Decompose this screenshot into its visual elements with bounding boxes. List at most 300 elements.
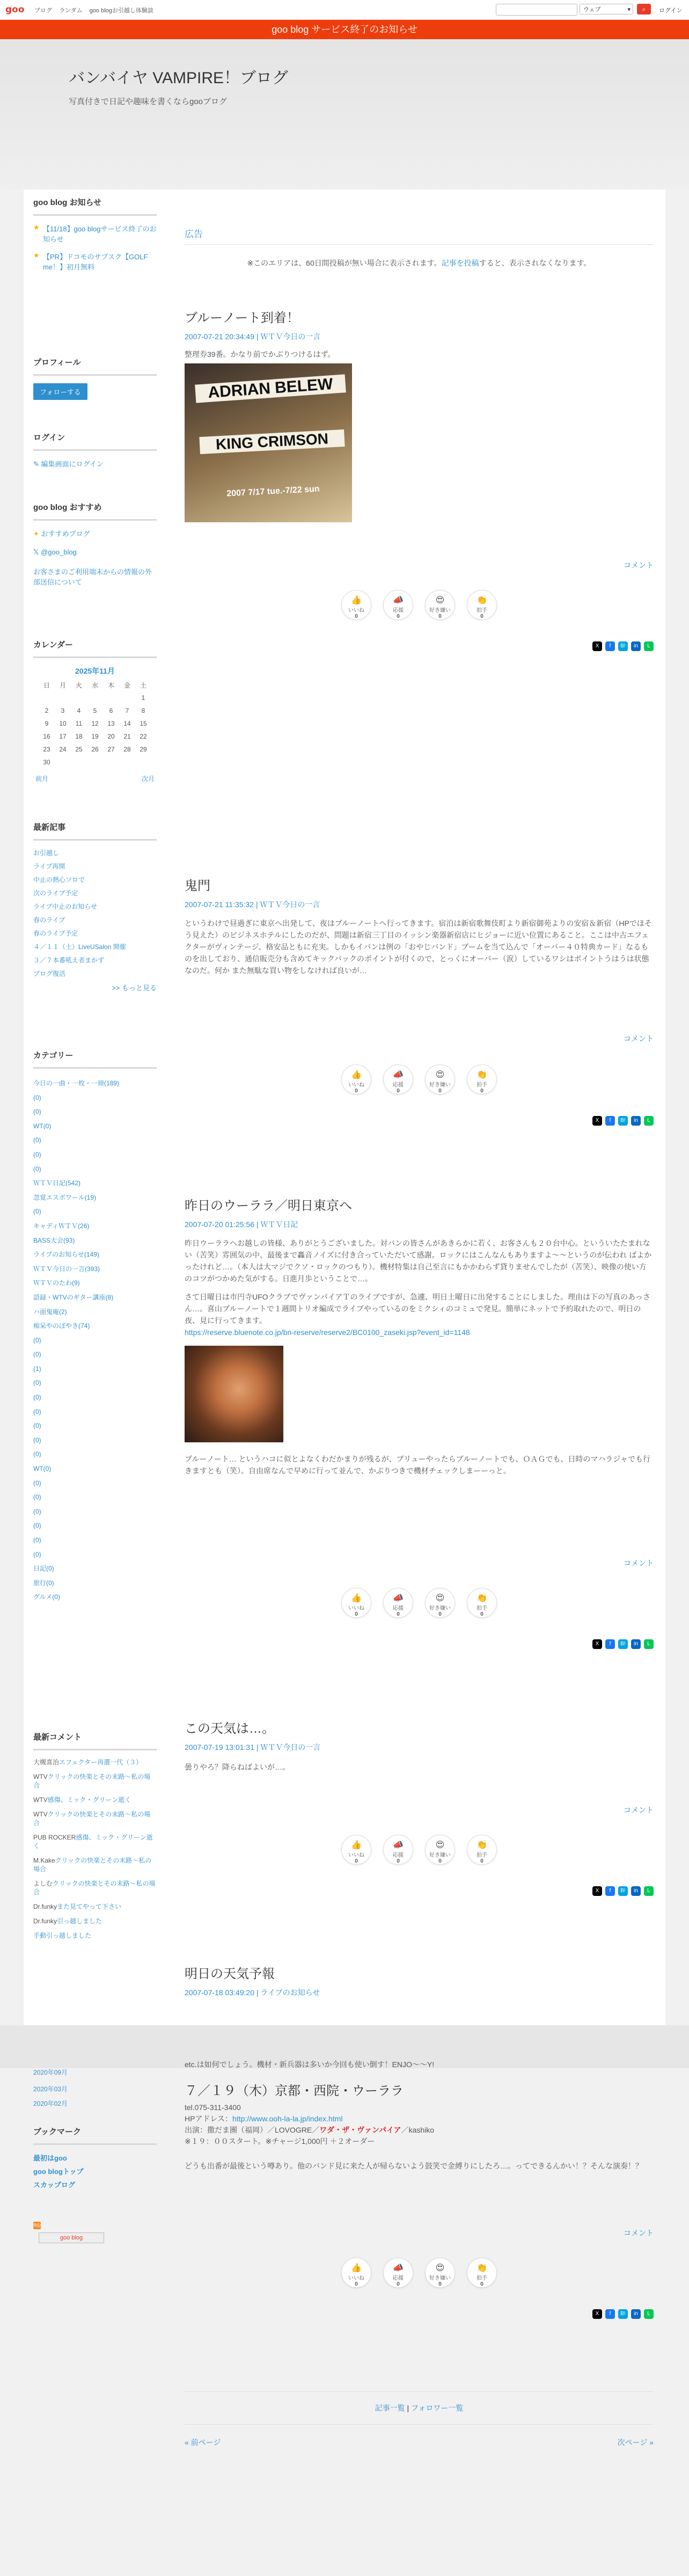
- comment-item: [33, 1772, 157, 1790]
- post-date[interactable]: 2007-07-19 13:01:31 | ＷＴＶ今日の一言: [185, 1743, 321, 1752]
- reaction-label: 拍手: [477, 2275, 487, 2281]
- goo-blog-badge[interactable]: goo blog: [39, 2232, 104, 2243]
- login-link[interactable]: ログイン: [659, 8, 683, 14]
- reaction-button[interactable]: [383, 1835, 413, 1865]
- comment-article-link[interactable]: クリックの快楽とその末路〜私の場合: [33, 1857, 152, 1873]
- comment-item: [33, 1902, 157, 1911]
- calendar-day: 13: [107, 720, 115, 727]
- notice-item[interactable]: ★ 【11/18】goo blogサービス終了のお知らせ: [33, 223, 157, 243]
- calendar-day: 25: [75, 746, 83, 753]
- calendar-weekday: 月: [59, 681, 66, 689]
- comment-item: [33, 1856, 157, 1873]
- calendar-week: [39, 756, 151, 769]
- post-footer: [185, 560, 654, 651]
- goo-logo[interactable]: goo: [5, 4, 25, 15]
- calendar-day: 23: [43, 746, 50, 753]
- share-buttons: [185, 1886, 654, 1896]
- calendar-day: [103, 756, 119, 769]
- reaction-button[interactable]: [341, 1835, 371, 1865]
- comment-item: [33, 1931, 157, 1940]
- service-end-banner[interactable]: goo blog サービス終了のお知らせ: [0, 20, 689, 39]
- comment-author: 大槻喜治: [33, 1758, 60, 1766]
- post-date[interactable]: 2007-07-18 03:49:20 | ライブのお知らせ: [185, 1988, 320, 1997]
- post-article-link[interactable]: 記事を投稿: [441, 259, 479, 267]
- comment-author: WTV: [33, 1811, 48, 1818]
- category-link[interactable]: 痴呆やのぼやき(74): [33, 1322, 90, 1330]
- reaction-icon: 👍: [351, 1841, 362, 1850]
- comment-article-link[interactable]: クリックの快楽とその末路〜私の場合: [33, 1811, 151, 1827]
- category-link[interactable]: 今日の一曲・一枚・一冊(189): [33, 1079, 120, 1087]
- category-heading: カテゴリー: [33, 1049, 157, 1069]
- calendar-day: [119, 756, 135, 769]
- calendar-table: [39, 678, 151, 769]
- comment-article-link[interactable]: 感傷、ミック・グリーン逝く: [47, 1796, 131, 1804]
- comment-link[interactable]: コメント: [624, 561, 654, 570]
- reaction-label: 拍手: [477, 608, 487, 614]
- reaction-button[interactable]: [383, 1588, 413, 1618]
- reaction-button[interactable]: [383, 590, 413, 620]
- facebook-share-icon[interactable]: f: [605, 2309, 615, 2319]
- comment-item: [33, 1758, 157, 1767]
- reaction-label: 好き嫌い: [429, 608, 451, 614]
- external-info-link[interactable]: お客さまのご利用端末からの情報の外部送信について: [33, 568, 152, 586]
- calendar-day: [55, 756, 71, 769]
- category-link[interactable]: (0): [33, 1450, 41, 1458]
- blog-title[interactable]: バンバイヤ VAMPIRE！ブログ: [69, 69, 289, 87]
- reaction-button[interactable]: [467, 1835, 497, 1865]
- reaction-icon: 👏: [477, 2264, 487, 2273]
- linkedin-share-icon[interactable]: in: [631, 1886, 641, 1896]
- reaction-label: 応援: [393, 608, 404, 614]
- reaction-button[interactable]: [467, 590, 497, 620]
- calendar-next[interactable]: 次月: [141, 775, 155, 783]
- reaction-icon: 📣: [393, 596, 404, 605]
- search-input[interactable]: [496, 4, 577, 16]
- comment-article-link[interactable]: 手動引っ越しました: [33, 1932, 92, 1939]
- line-share-icon[interactable]: L: [644, 641, 654, 651]
- recent-article-link[interactable]: お引越し: [33, 849, 60, 857]
- calendar-weekday: 木: [107, 681, 114, 689]
- calendar-heading: カレンダー: [33, 639, 157, 658]
- calendar-day: 12: [91, 720, 99, 727]
- calendar-day: 27: [107, 746, 115, 753]
- category-link[interactable]: (1): [33, 1364, 41, 1373]
- recent-article-link[interactable]: 中止の熱心ソロで: [33, 876, 85, 884]
- live-details: tel.075-311-3400 HPアドレス：http://www.ooh-la-la.jp/index.html 出演：撒だま團（福岡）／LOVOGRE／ワダ・ザ・ヴァンパイア／kashiko ※１９：００スタート。※チャージ1,000円 ＋２オーダー: [185, 2102, 654, 2147]
- facebook-share-icon[interactable]: f: [605, 1886, 615, 1896]
- category-link[interactable]: (0): [33, 1379, 41, 1387]
- post-body: どうも出番が最後という噂あり。他のバンド見に来た人が帰らないよう鼓笑で金縛りにしたろ…。ってできるんかい！？そんな演奏！？: [185, 2162, 643, 2170]
- post-title[interactable]: 昨日のウーララ／明日東京へ: [185, 1199, 352, 1213]
- recommend-heading: goo blog おすすめ: [33, 501, 157, 521]
- comment-article-link[interactable]: エフェクター再選一代（３）: [59, 1758, 143, 1766]
- category-link[interactable]: 日記(0): [33, 1565, 54, 1573]
- calendar-day: 22: [140, 733, 147, 740]
- calendar-day: 19: [91, 733, 99, 740]
- pager: [185, 2437, 654, 2448]
- line-share-icon[interactable]: L: [644, 2309, 654, 2319]
- linkedin-share-icon[interactable]: in: [631, 1116, 641, 1126]
- reaction-button[interactable]: [425, 1588, 455, 1618]
- photo-text: 2007 7/17 tue.-7/22 sun: [226, 484, 320, 499]
- recent-article-link[interactable]: ブログ復活: [33, 970, 66, 977]
- live-title: ７／１９（木）京都・西院・ウーララ: [185, 2084, 404, 2098]
- photo-text: KING CRIMSON: [199, 429, 344, 454]
- calendar-day: 11: [75, 720, 83, 727]
- calendar-day: 24: [59, 746, 67, 753]
- reaction-icon: 😍: [435, 596, 445, 605]
- calendar-weekday: 水: [91, 681, 98, 689]
- top-nav: [34, 6, 159, 14]
- post-body: というわけで昼過ぎに東京へ出発して、夜はブルーノートへ行ってきます。宿泊は新宿歌舞伎町より新宿御苑よりの安宿＆新宿（HPでほそう見えた）のビジネスホテルにしたのだが、問題は新宿三丁目のイッシン楽器新宿店にヒジョーに近い位置にあること。ここは中古エフェクターがヴィンテージ、格安品ともに充実。しかもイバンは例の「おやじバンド」ブームを当て込んで「オーバー４０特典カード」なるものを出しており、通信販売分も含めてキックバックのポイントが付くので、とっくにオーバー（涙）しているワシはポイントうはうは状態なのだ。何か また無駄な買い物をしなければ良いが…: [185, 919, 652, 975]
- calendar-prev[interactable]: 前月: [35, 775, 49, 783]
- post-body: 昨日ウーララへお越しの皆様、ありがとうございました。対バンの皆さんがあきらかに若く、お客さんも２０台中心。といういたたまれない（苦笑）雰囲気の中、最後まで轟音ノイズに付き合っていただいて感謝。ロックにはこんなんもありますよ〜〜というのが伝われ ばよかったけれど…。（本人は大マジでクソ・ロックのつもり）。機材特集は自己至言にもかかわらず貸りませんでしたが（苦笑）、映像の使い方のコツがつかめた気がする。日進月歩ということで…。: [185, 1239, 652, 1283]
- hatena-share-icon[interactable]: B!: [618, 1639, 628, 1649]
- reaction-count: 0: [480, 1088, 483, 1094]
- reaction-button[interactable]: [467, 2258, 497, 2288]
- post-title[interactable]: 鬼門: [185, 879, 210, 893]
- recommend-blogs-link[interactable]: ✦ おすすめブログ: [33, 530, 90, 538]
- archive-item[interactable]: 2020年02月: [33, 2100, 68, 2107]
- post: [185, 307, 654, 522]
- category-link[interactable]: (0): [33, 1351, 41, 1359]
- goo-blog-x-link[interactable]: 𝕏 @goo_blog: [33, 548, 77, 556]
- notice-item[interactable]: ★ 【PR】ドコモのサブスク【GOLF me！】初月無料: [33, 251, 148, 271]
- sidebar-bookmark: [33, 2126, 157, 2243]
- reaction-count: 0: [480, 1858, 483, 1864]
- reaction-count: 0: [397, 1611, 400, 1617]
- facebook-share-icon[interactable]: f: [605, 1116, 615, 1126]
- post-photo[interactable]: [185, 363, 352, 522]
- live-cast: 出演：撒だま團（福岡）／LOVOGRE／ワダ・ザ・ヴァンパイア／kashiko: [185, 2126, 435, 2134]
- calendar-day: 4: [77, 707, 81, 714]
- x-share-icon[interactable]: X: [592, 1886, 602, 1896]
- bookmark-link[interactable]: goo blogトップ: [33, 2168, 84, 2176]
- category-link[interactable]: BASS大会(93): [33, 1236, 75, 1244]
- recent-article-link[interactable]: ４／１１（土）LiveUSalon 開催: [33, 943, 126, 951]
- category-link[interactable]: (0): [33, 1493, 41, 1501]
- category-link[interactable]: (0): [33, 1165, 41, 1173]
- reaction-label: いいね: [348, 1852, 364, 1858]
- reaction-icon: 📣: [393, 2264, 404, 2273]
- post-date[interactable]: 2007-07-20 01:25:56 | ＷＴＶ日記: [185, 1220, 298, 1229]
- comment-link[interactable]: コメント: [624, 2229, 654, 2237]
- reaction-count: 0: [355, 1088, 358, 1094]
- reaction-buttons: [185, 1835, 654, 1865]
- reaction-label: 応援: [393, 1606, 404, 1611]
- calendar-day: [55, 691, 71, 704]
- reaction-count: 0: [397, 1858, 400, 1864]
- post-continued: [185, 2059, 654, 2172]
- archive-item[interactable]: 2020年09月: [33, 2069, 68, 2076]
- reaction-button[interactable]: [341, 590, 371, 620]
- calendar-weekday: 日: [43, 681, 50, 689]
- chevron-down-icon: ▾: [627, 6, 631, 13]
- category-link[interactable]: (0): [33, 1393, 41, 1402]
- recent-article-link[interactable]: ライブ中止のお知らせ: [33, 903, 97, 910]
- ad-area: [185, 227, 654, 268]
- category-link[interactable]: (0): [33, 1108, 41, 1116]
- reaction-icon: 📣: [393, 1594, 404, 1603]
- category-link[interactable]: グルメ(0): [33, 1593, 60, 1601]
- reaction-count: 0: [438, 614, 442, 619]
- pencil-icon: ✎: [33, 460, 41, 468]
- comment-link[interactable]: コメント: [624, 1806, 654, 1814]
- category-link[interactable]: (0): [33, 1136, 41, 1144]
- post-footer: [185, 1805, 654, 1896]
- reaction-label: いいね: [348, 608, 364, 614]
- hatena-share-icon[interactable]: B!: [618, 1886, 628, 1896]
- sidebar-recent: [33, 821, 157, 996]
- category-link[interactable]: ＷＴＶ日記(542): [33, 1179, 81, 1187]
- reaction-count: 0: [438, 1088, 442, 1094]
- linkedin-share-icon[interactable]: in: [631, 2309, 641, 2319]
- calendar-day: 9: [45, 720, 49, 727]
- comments-heading: 最新コメント: [33, 1731, 157, 1750]
- reaction-button[interactable]: [467, 1588, 497, 1618]
- calendar-day: [135, 756, 151, 769]
- category-link[interactable]: (0): [33, 1522, 41, 1530]
- recent-article-link[interactable]: 春のライブ予定: [33, 930, 78, 937]
- archive-item[interactable]: 2020年03月: [33, 2085, 68, 2093]
- live-hp: HPアドレス：http://www.ooh-la-la.jp/index.html: [185, 2114, 343, 2123]
- linkedin-share-icon[interactable]: in: [631, 641, 641, 651]
- facebook-share-icon[interactable]: f: [605, 1639, 615, 1649]
- hatena-share-icon[interactable]: B!: [618, 641, 628, 651]
- reaction-button[interactable]: [425, 2258, 455, 2288]
- x-share-icon[interactable]: X: [592, 1639, 602, 1649]
- reaction-buttons: [185, 1064, 654, 1094]
- category-link[interactable]: ＷＴＶのたわ(9): [33, 1279, 80, 1287]
- prev-page-link[interactable]: « 前ページ: [185, 2438, 221, 2447]
- category-link[interactable]: 忽覚エスポワール(19): [33, 1193, 97, 1201]
- category-link[interactable]: (0): [33, 1536, 41, 1544]
- top-nav-moving[interactable]: goo blogお引越し体験談: [89, 8, 153, 14]
- reaction-button[interactable]: [383, 1064, 413, 1094]
- next-page-link[interactable]: 次ページ »: [617, 2438, 654, 2447]
- line-share-icon[interactable]: L: [644, 1639, 654, 1649]
- recent-article-link[interactable]: ３／７本番吼え者まかず: [33, 957, 105, 964]
- comment-link[interactable]: コメント: [624, 1559, 654, 1567]
- reaction-button[interactable]: [425, 1835, 455, 1865]
- bookmark-link[interactable]: スカップログ: [33, 2181, 75, 2189]
- search-scope-select[interactable]: ウェブ ▾: [580, 4, 633, 14]
- facebook-share-icon[interactable]: f: [605, 641, 615, 651]
- calendar-day: [119, 691, 135, 704]
- comment-article-link[interactable]: 感傷、ミック・グリーン逝く: [33, 1834, 153, 1850]
- calendar-day: 14: [123, 720, 131, 727]
- line-share-icon[interactable]: L: [644, 1116, 654, 1126]
- category-link[interactable]: (0): [33, 1150, 41, 1158]
- post-footer: [185, 2228, 654, 2319]
- calendar-day: [39, 691, 55, 704]
- sidebar-login: [33, 432, 157, 472]
- article-list-link[interactable]: 記事一覧: [375, 2404, 405, 2412]
- star-icon: ★: [33, 223, 40, 231]
- comment-article-link[interactable]: また見てやって下さい: [57, 1903, 122, 1910]
- reaction-icon: 📣: [393, 1070, 404, 1079]
- reaction-icon: 📣: [393, 1841, 404, 1850]
- sidebar-category: [33, 1049, 157, 1604]
- category-link[interactable]: (0): [33, 1422, 41, 1430]
- calendar-day: [87, 756, 103, 769]
- calendar-day: 2: [45, 707, 49, 714]
- ad-notice: ※このエリアは、60日間投稿が無い場合に表示されます。記事を投稿すると、表示されなくなります。: [247, 259, 591, 267]
- category-link[interactable]: (0): [33, 1479, 41, 1487]
- post-footer: [185, 1033, 654, 1126]
- category-link[interactable]: ライブのお知らせ(149): [33, 1251, 99, 1259]
- reaction-label: 応援: [393, 1852, 404, 1858]
- post-footer: [185, 1558, 654, 1649]
- x-share-icon[interactable]: X: [592, 641, 602, 651]
- post-body: 曇りやろ？降らねばよいが…。: [185, 1763, 290, 1771]
- reaction-count: 0: [397, 614, 400, 619]
- calendar-day: 6: [109, 707, 113, 714]
- line-share-icon[interactable]: L: [644, 1886, 654, 1896]
- bookmark-link[interactable]: 最初はgoo: [33, 2154, 67, 2162]
- linkedin-share-icon[interactable]: in: [631, 1639, 641, 1649]
- reaction-count: 0: [355, 614, 358, 619]
- comment-item: [33, 1796, 157, 1804]
- category-link[interactable]: 語録・WTVのギター講座(8): [33, 1293, 114, 1301]
- post-title[interactable]: この天気は…。: [185, 1721, 275, 1736]
- reaction-label: 拍手: [477, 1852, 487, 1858]
- comment-author: Dr.funky: [33, 1917, 57, 1925]
- post-title[interactable]: ブルーノート到着！: [185, 311, 299, 325]
- thumb-icon: ✦: [33, 530, 41, 538]
- reaction-label: 応援: [393, 2275, 404, 2281]
- follow-button[interactable]: フォローする: [33, 383, 87, 400]
- reaction-label: 応援: [393, 1082, 404, 1088]
- category-link[interactable]: (0): [33, 1093, 41, 1101]
- comment-link[interactable]: コメント: [624, 1034, 654, 1043]
- reaction-count: 0: [355, 1611, 358, 1617]
- search-button[interactable]: [637, 4, 651, 14]
- reaction-button[interactable]: [341, 1588, 371, 1618]
- calendar-day: [71, 756, 87, 769]
- comment-article-link[interactable]: 引っ越しました: [57, 1917, 102, 1925]
- comment-item: [33, 1917, 157, 1925]
- calendar-day: 5: [93, 707, 97, 714]
- comment-article-link[interactable]: クリックの快楽とその末路〜私の場合: [33, 1773, 151, 1789]
- top-nav-random[interactable]: ランダム: [59, 8, 83, 14]
- calendar-week: [39, 730, 151, 743]
- post: [185, 1195, 654, 1477]
- category-link[interactable]: ハ面鬼庵(2): [33, 1308, 67, 1316]
- post-photo[interactable]: [185, 1346, 283, 1442]
- calendar-month: 2025年11月: [75, 667, 115, 675]
- recent-heading: 最新記事: [33, 821, 157, 841]
- calendar-week: [39, 691, 151, 704]
- post-date[interactable]: 2007-07-21 20:34:49 | ＷＴＶ今日の一言: [185, 332, 321, 341]
- share-buttons: [185, 1116, 654, 1126]
- category-link[interactable]: (0): [33, 1336, 41, 1344]
- post-body: 整理券39番。かなり前でかぶりつけるはず。: [185, 350, 335, 359]
- post-date[interactable]: 2007-07-21 11:35:32 | ＷＴＶ今日の一言: [185, 900, 320, 909]
- comment-item: [33, 1879, 157, 1896]
- rss-icon[interactable]: RSS: [33, 2223, 43, 2228]
- reaction-count: 0: [397, 2281, 400, 2287]
- post-title[interactable]: 明日の天気予報: [185, 1967, 275, 1981]
- recent-article-link[interactable]: 春のライブ: [33, 916, 65, 924]
- notice-heading: goo blog お知らせ: [33, 196, 157, 216]
- category-link[interactable]: (0): [33, 1550, 41, 1558]
- top-nav-blog[interactable]: ブログ: [34, 8, 52, 14]
- reaction-button[interactable]: [341, 1064, 371, 1094]
- category-link[interactable]: ＷＴＶ今日の一言(393): [33, 1265, 100, 1273]
- calendar-weekday: 火: [75, 681, 82, 689]
- category-link[interactable]: 旅行(0): [33, 1579, 54, 1587]
- photo-text: ADRIAN BELEW: [195, 374, 346, 403]
- calendar-day: 29: [140, 746, 147, 753]
- calendar-day: 7: [125, 707, 129, 714]
- reaction-button[interactable]: [467, 1064, 497, 1094]
- calendar-day: [103, 691, 119, 704]
- category-link[interactable]: (0): [33, 1507, 41, 1515]
- star-icon: ★: [33, 251, 40, 259]
- reaction-button[interactable]: [341, 2258, 371, 2288]
- sidebar-notice: [33, 196, 157, 275]
- hatena-share-icon[interactable]: B!: [618, 1116, 628, 1126]
- category-link[interactable]: WT(0): [33, 1465, 52, 1473]
- calendar-day: 18: [75, 733, 83, 740]
- recent-more-link[interactable]: >> もっと見る: [112, 984, 157, 992]
- reaction-icon: 😍: [435, 1594, 445, 1603]
- follower-list-link[interactable]: フォロワー一覧: [411, 2404, 464, 2412]
- reaction-icon: 👏: [477, 1594, 487, 1603]
- comment-item: [33, 1833, 157, 1850]
- hatena-share-icon[interactable]: B!: [618, 2309, 628, 2319]
- sidebar-comments: [33, 1731, 157, 1946]
- login-heading: ログイン: [33, 432, 157, 451]
- reaction-button[interactable]: [425, 590, 455, 620]
- share-buttons: [185, 2309, 654, 2319]
- comment-author: M.Kake: [33, 1857, 55, 1864]
- share-buttons: [185, 1639, 654, 1649]
- category-link[interactable]: (0): [33, 1208, 41, 1216]
- recent-article-link[interactable]: 次のライブ予定: [33, 889, 78, 897]
- category-link[interactable]: (0): [33, 1407, 41, 1415]
- reaction-button[interactable]: [425, 1064, 455, 1094]
- edit-login-link[interactable]: ✎ 編集画面にログイン: [33, 460, 104, 468]
- reaction-button[interactable]: [383, 2258, 413, 2288]
- calendar-day: 26: [91, 746, 99, 753]
- search-icon: ⌕: [642, 5, 646, 13]
- reaction-label: 拍手: [477, 1606, 487, 1611]
- reaction-icon: 👍: [351, 2264, 362, 2273]
- profile-heading: プロフィール: [33, 356, 157, 376]
- x-share-icon[interactable]: X: [592, 2309, 602, 2319]
- comment-article-link[interactable]: クリックの快楽とその末路〜私の場合: [33, 1880, 156, 1896]
- reaction-buttons: [185, 2258, 654, 2288]
- bluenote-link[interactable]: https://reserve.bluenote.co.jp/bn-reserve/reserve2/BC0100_zaseki.jsp?event_id=1148: [185, 1328, 470, 1337]
- reaction-count: 0: [480, 614, 483, 619]
- x-icon: 𝕏: [33, 548, 41, 556]
- reaction-count: 0: [480, 2281, 483, 2287]
- calendar-weekday: 金: [123, 681, 130, 689]
- category-link[interactable]: (0): [33, 1436, 41, 1444]
- calendar-week: [39, 704, 151, 717]
- recent-article-link[interactable]: ライブ再開: [33, 863, 65, 870]
- calendar-day: 8: [141, 707, 145, 714]
- post-body: ブルーノート… というハコに似とよなくわだかまりが残るが、ブリューやったらブルーノートでも、ＯＡＧでも、日時のマハラジャでも行きますとも（笑）。自由席なんで早めに行って並んで、かぶりつきで機材チェックしまーーっと。: [185, 1455, 650, 1475]
- x-share-icon[interactable]: X: [592, 1116, 602, 1126]
- calendar-week: [39, 743, 151, 756]
- category-link[interactable]: キャディＷＴＶ(26): [33, 1222, 90, 1230]
- ooh-la-la-link[interactable]: http://www.ooh-la-la.jp/index.html: [232, 2114, 343, 2123]
- category-link[interactable]: WT(0): [33, 1122, 52, 1130]
- reaction-label: いいね: [348, 2275, 364, 2281]
